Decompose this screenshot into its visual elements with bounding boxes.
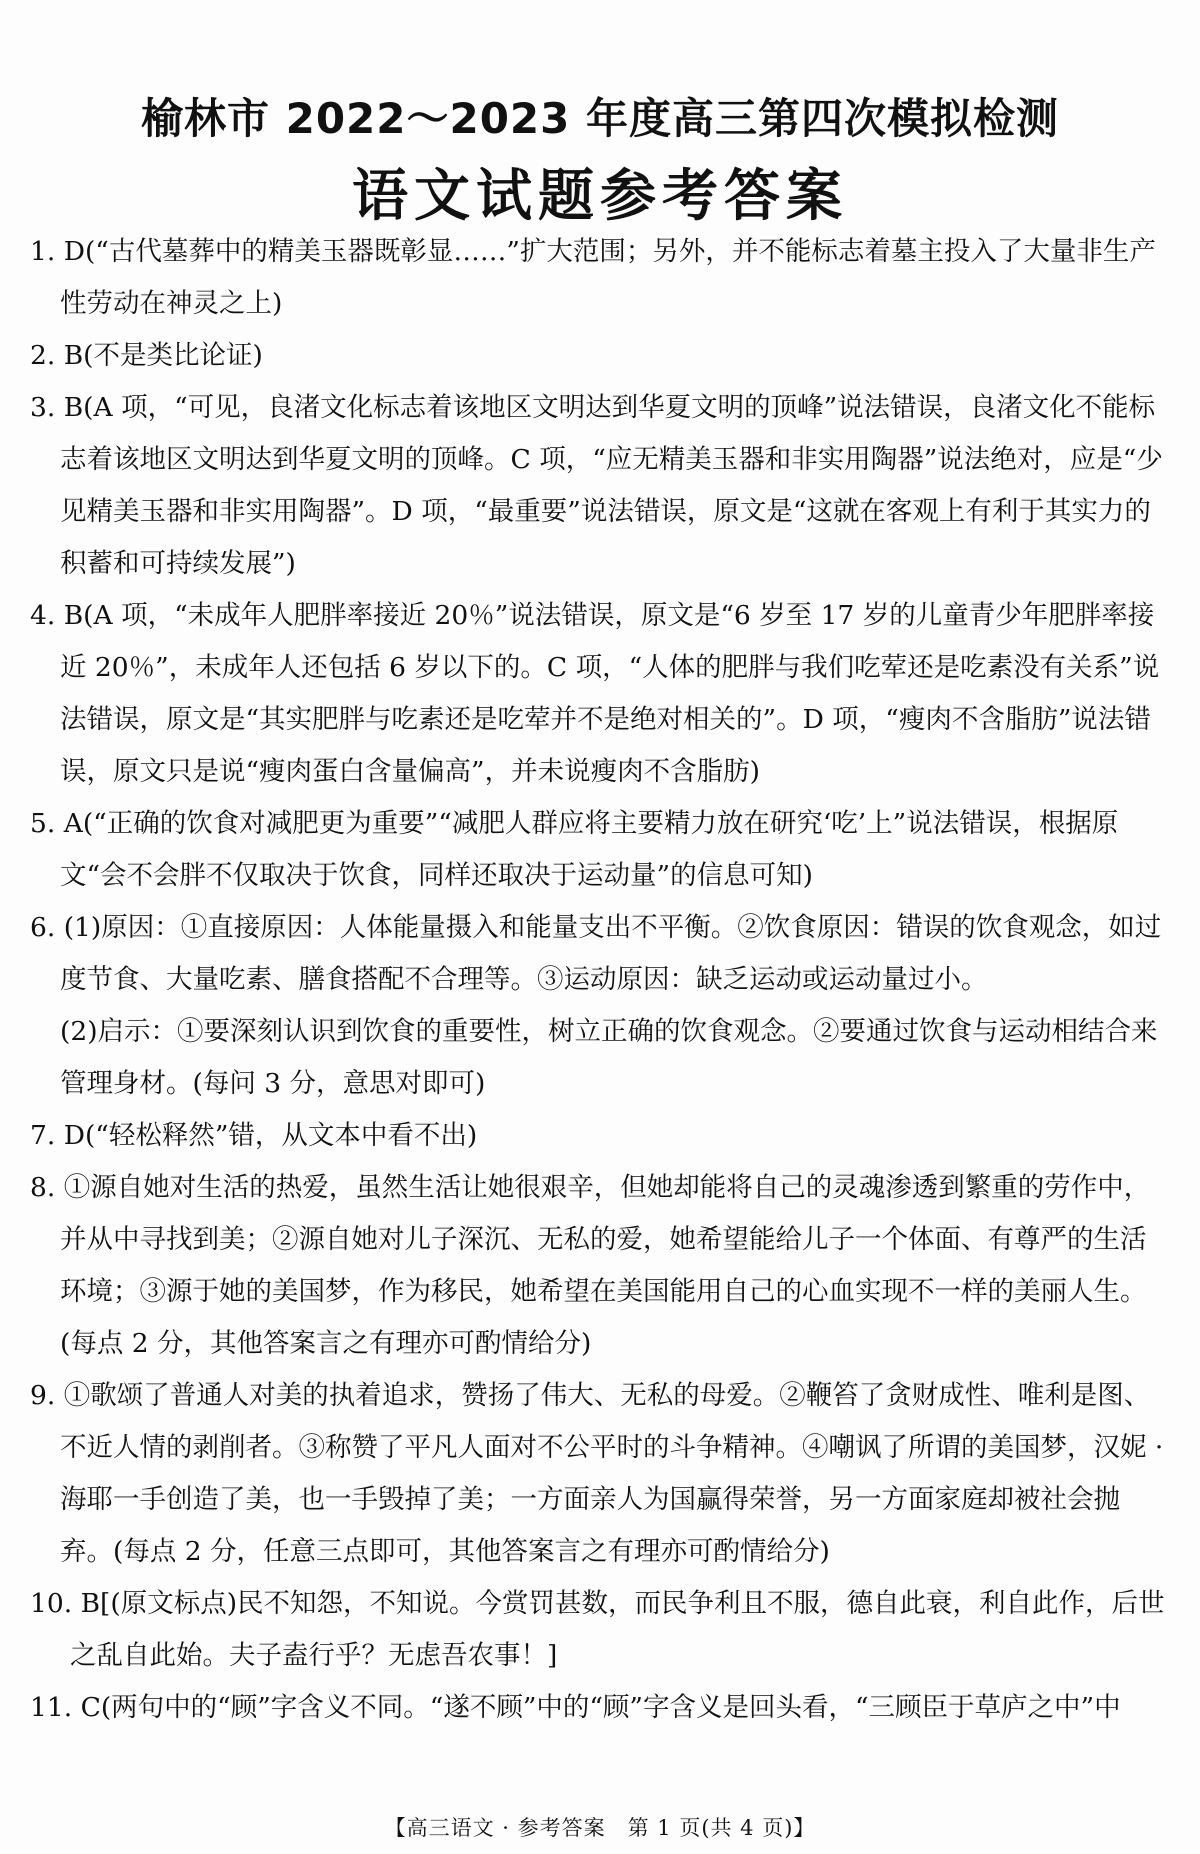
answer-item-3 (30, 382, 1170, 590)
answer-key-title: 语文试题参考答案 (352, 164, 848, 229)
answer-subtext: (2)启示：①要深刻认识到饮食的重要性，树立正确的饮食观念。②要通过饮食与运动相结合来管理身材。(每问 3 分，意思对即可) (60, 1016, 1158, 1099)
answer-text: 5. A(“正确的饮食对减肥更为重要”“减肥人群应将主要精力放在研究‘吃’上”说法错误，根据原文“会不会胖不仅取决于饮食，同样还取决于运动量”的信息可知) (30, 808, 1119, 891)
answer-text: 3. B(A 项，“可见，良渚文化标志着该地区文明达到华夏文明的顶峰”说法错误，良渚文化不能标志着该地区文明达到华夏文明的顶峰。C 项，“应无精美玉器和非实用陶器”说法绝对，应是“少见精美玉器和非实用陶器”。D 项，“最重要”说法错误，原文是“这就在客观上有利于其实力的积蓄和可持续发展”) (30, 392, 1163, 579)
answer-text: 7. D(“轻松释然”错，从文本中看不出) (30, 1120, 478, 1151)
answer-item-10 (30, 1578, 1170, 1682)
answer-text: 1. D(“古代墓葬中的精美玉器既彰显……”扩大范围；另外，并不能标志着墓主投入了大量非生产性劳动在神灵之上) (30, 236, 1156, 319)
answer-text: 10. B[(原文标点)民不知怨，不知说。今赏罚甚数，而民争利且不服，德自此衰，利自此作，后世之乱自此始。夫子盍行乎？无虑吾农事！] (30, 1588, 1165, 1671)
answer-item-5 (30, 798, 1170, 902)
answer-text: 8. ①源自她对生活的热爱，虽然生活让她很艰辛，但她却能将自己的灵魂渗透到繁重的劳作中，并从中寻找到美；②源自她对儿子深沉、无私的爱，她希望能给儿子一个体面、有尊严的生活环境；③源于她的美国梦，作为移民，她希望在美国能用自己的心血实现不一样的美丽人生。(每点 2 分，其他答案言之有理亦可酌情给分) (30, 1172, 1151, 1359)
answer-text: 9. ①歌颂了普通人对美的执着追求，赞扬了伟大、无私的母爱。②鞭笞了贪财成性、唯利是图、不近人情的剥削者。③称赞了平凡人面对不公平时的斗争精神。④嘲讽了所谓的美国梦，汉妮 · 海耶一手创造了美，也一手毁掉了美；一方面亲人为国赢得荣誉，另一方面家庭却被社会抛弃。(每点 2 分，任意三点即可，其他答案言之有理亦可酌情给分) (30, 1380, 1164, 1567)
answer-text: 6. (1)原因：①直接原因：人体能量摄入和能量支出不平衡。②饮食原因：错误的饮食观念，如过度节食、大量吃素、膳食搭配不合理等。③运动原因：缺乏运动或运动量过小。 (30, 912, 1162, 995)
answer-text: 4. B(A 项，“未成年人肥胖率接近 20％”说法错误，原文是“6 岁至 17 岁的儿童青少年肥胖率接近 20％”，未成年人还包括 6 岁以下的。C 项，“人体的肥胖与我们吃荤还是吃素没有关系”说法错误，原文是“其实肥胖与吃素还是吃荤并不是绝对相关的”。D 项，“瘦肉不含脂肪”说法错误，原文只是说“瘦肉蛋白含量偏高”，并未说瘦肉不含脂肪) (30, 600, 1160, 787)
answer-item-2 (30, 330, 1170, 382)
answer-item-1 (30, 226, 1170, 330)
answer-text: 2. B(不是类比论证) (30, 340, 263, 371)
answer-item-8 (30, 1162, 1170, 1370)
answer-item-6 (30, 902, 1170, 1110)
answer-text: 11. C(两句中的“顾”字含义不同。“遂不顾”中的“顾”字含义是回头看，“三顾臣于草庐之中”中 (30, 1692, 1121, 1723)
exam-title: 榆林市 2022～2023 年度高三第四次模拟检测 (140, 94, 1060, 143)
page-footer: 【高三语文 · 参考答案 第 1 页(共 4 页)】 (384, 1816, 816, 1840)
answer-item-11 (30, 1682, 1170, 1734)
answer-list (30, 226, 1170, 1734)
answer-item-9 (30, 1370, 1170, 1578)
answer-item-4 (30, 590, 1170, 798)
answer-item-7 (30, 1110, 1170, 1162)
